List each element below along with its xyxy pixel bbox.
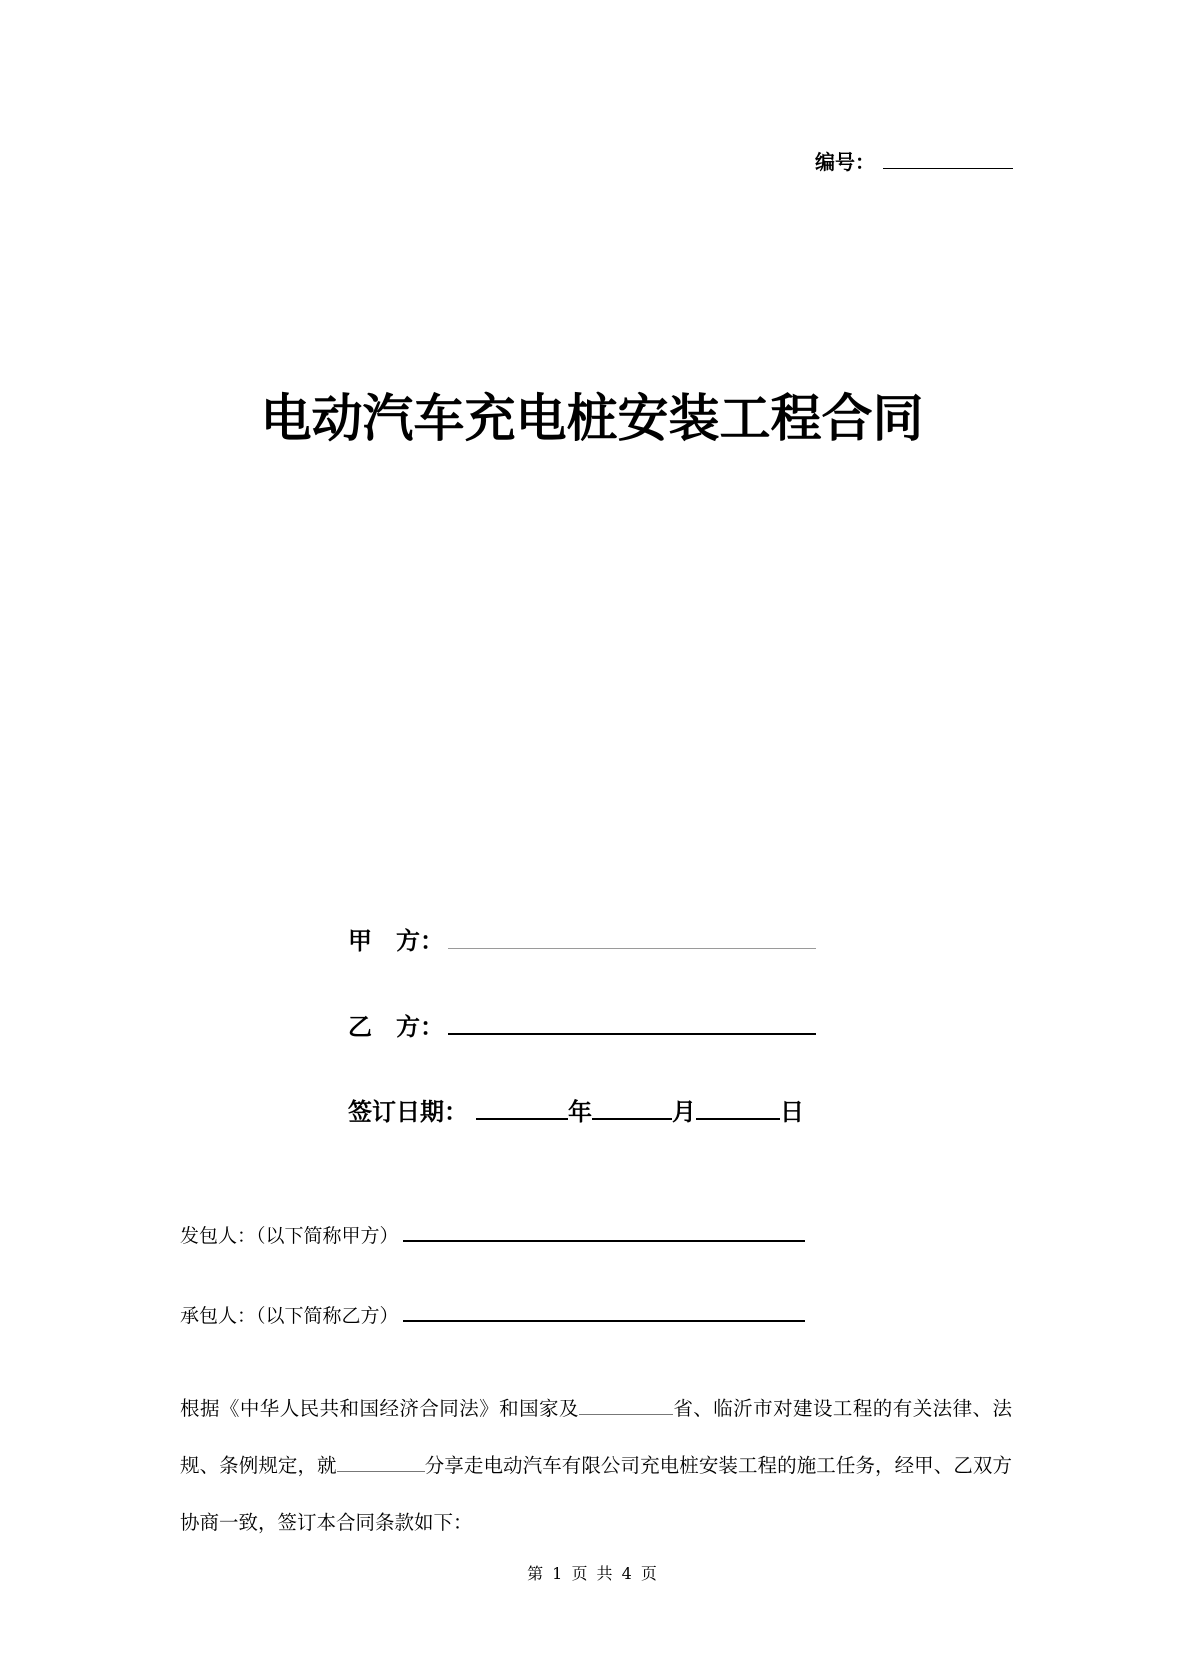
party-a-blank[interactable] (448, 928, 816, 949)
signing-date-label: 签订日期： (348, 1098, 468, 1126)
day-blank[interactable] (696, 1096, 780, 1120)
year-blank[interactable] (476, 1096, 568, 1120)
preamble-part-1: 根据《中华人民共和国经济合同法》和国家及 (180, 1397, 579, 1420)
page-footer: 第 1 页 共 4 页 (527, 1564, 657, 1583)
employer-label: 发包人：（以下简称甲方） (180, 1225, 399, 1247)
contractor-label: 承包人：（以下简称乙方） (180, 1305, 399, 1327)
province-blank[interactable] (579, 1396, 673, 1415)
preamble-paragraph (180, 1380, 1012, 1551)
month-blank[interactable] (592, 1096, 672, 1120)
party-a-label: 甲 方： (348, 927, 444, 955)
serial-number-field (815, 149, 1013, 175)
serial-number-label: 编号： (815, 150, 875, 174)
preamble-part-3: 分享走电动汽车有限公司充电桩安装工程的施工任务，经甲、乙双方协商一致，签订本合同条款如下： (180, 1454, 1012, 1534)
party-b-field (348, 1011, 816, 1043)
employer-blank[interactable] (403, 1222, 805, 1242)
party-b-label: 乙 方： (348, 1013, 444, 1041)
serial-number-blank[interactable] (883, 150, 1013, 169)
year-unit: 年 (568, 1098, 592, 1126)
contractor-field (180, 1302, 805, 1329)
day-unit: 日 (780, 1098, 804, 1126)
document-title: 电动汽车充电桩安装工程合同 (260, 390, 924, 449)
signing-date-field (348, 1096, 804, 1128)
party-a-field (348, 925, 816, 957)
party-b-blank[interactable] (448, 1013, 816, 1035)
preamble-part-2: 省、临沂市对建设工程的有关法律、法规、条例规定，就 (180, 1397, 1012, 1477)
contractor-blank[interactable] (403, 1302, 805, 1322)
project-blank[interactable] (337, 1453, 425, 1472)
employer-field (180, 1222, 805, 1249)
month-unit: 月 (672, 1098, 696, 1126)
